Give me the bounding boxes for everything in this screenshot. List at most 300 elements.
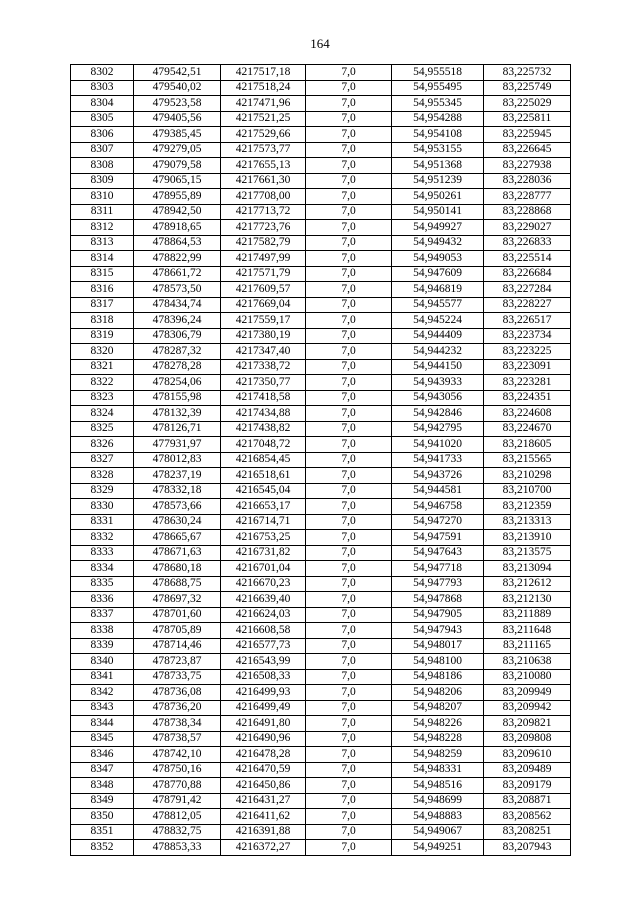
latitude-cell: 54,944232 bbox=[392, 344, 484, 360]
longitude-cell: 83,227938 bbox=[484, 158, 571, 174]
table-row bbox=[71, 638, 571, 654]
table-row bbox=[71, 313, 571, 329]
point-number-cell: 8350 bbox=[71, 809, 134, 825]
tolerance-cell: 7,0 bbox=[306, 282, 392, 298]
tolerance-cell: 7,0 bbox=[306, 452, 392, 468]
table-row bbox=[71, 437, 571, 453]
longitude-cell: 83,211648 bbox=[484, 623, 571, 639]
tolerance-cell: 7,0 bbox=[306, 824, 392, 840]
y-coordinate-cell: 4216731,82 bbox=[221, 545, 306, 561]
longitude-cell: 83,208871 bbox=[484, 793, 571, 809]
latitude-cell: 54,944150 bbox=[392, 359, 484, 375]
x-coordinate-cell: 478126,71 bbox=[134, 421, 221, 437]
table-row bbox=[71, 809, 571, 825]
x-coordinate-cell: 478237,19 bbox=[134, 468, 221, 484]
point-number-cell: 8344 bbox=[71, 716, 134, 732]
latitude-cell: 54,943056 bbox=[392, 390, 484, 406]
x-coordinate-cell: 478812,05 bbox=[134, 809, 221, 825]
latitude-cell: 54,941020 bbox=[392, 437, 484, 453]
longitude-cell: 83,210638 bbox=[484, 654, 571, 670]
latitude-cell: 54,948331 bbox=[392, 762, 484, 778]
point-number-cell: 8330 bbox=[71, 499, 134, 515]
table-row bbox=[71, 499, 571, 515]
longitude-cell: 83,210298 bbox=[484, 468, 571, 484]
x-coordinate-cell: 478733,75 bbox=[134, 669, 221, 685]
point-number-cell: 8331 bbox=[71, 514, 134, 530]
point-number-cell: 8332 bbox=[71, 530, 134, 546]
table-row bbox=[71, 824, 571, 840]
x-coordinate-cell: 478770,88 bbox=[134, 778, 221, 794]
tolerance-cell: 7,0 bbox=[306, 204, 392, 220]
longitude-cell: 83,211889 bbox=[484, 607, 571, 623]
y-coordinate-cell: 4217518,24 bbox=[221, 80, 306, 96]
point-number-cell: 8329 bbox=[71, 483, 134, 499]
y-coordinate-cell: 4216624,03 bbox=[221, 607, 306, 623]
latitude-cell: 54,942795 bbox=[392, 421, 484, 437]
latitude-cell: 54,949067 bbox=[392, 824, 484, 840]
table-row bbox=[71, 251, 571, 267]
point-number-cell: 8306 bbox=[71, 127, 134, 143]
coordinates-table-body bbox=[71, 65, 571, 856]
longitude-cell: 83,224351 bbox=[484, 390, 571, 406]
latitude-cell: 54,947793 bbox=[392, 576, 484, 592]
tolerance-cell: 7,0 bbox=[306, 514, 392, 530]
tolerance-cell: 7,0 bbox=[306, 142, 392, 158]
y-coordinate-cell: 4217517,18 bbox=[221, 65, 306, 81]
y-coordinate-cell: 4216478,28 bbox=[221, 747, 306, 763]
point-number-cell: 8338 bbox=[71, 623, 134, 639]
latitude-cell: 54,943933 bbox=[392, 375, 484, 391]
latitude-cell: 54,947643 bbox=[392, 545, 484, 561]
longitude-cell: 83,225749 bbox=[484, 80, 571, 96]
x-coordinate-cell: 478254,06 bbox=[134, 375, 221, 391]
x-coordinate-cell: 478012,83 bbox=[134, 452, 221, 468]
latitude-cell: 54,953155 bbox=[392, 142, 484, 158]
point-number-cell: 8324 bbox=[71, 406, 134, 422]
latitude-cell: 54,945577 bbox=[392, 297, 484, 313]
y-coordinate-cell: 4216753,25 bbox=[221, 530, 306, 546]
latitude-cell: 54,948883 bbox=[392, 809, 484, 825]
tolerance-cell: 7,0 bbox=[306, 592, 392, 608]
longitude-cell: 83,213313 bbox=[484, 514, 571, 530]
latitude-cell: 54,955495 bbox=[392, 80, 484, 96]
y-coordinate-cell: 4217434,88 bbox=[221, 406, 306, 422]
longitude-cell: 83,225811 bbox=[484, 111, 571, 127]
point-number-cell: 8347 bbox=[71, 762, 134, 778]
point-number-cell: 8333 bbox=[71, 545, 134, 561]
longitude-cell: 83,224608 bbox=[484, 406, 571, 422]
table-row bbox=[71, 421, 571, 437]
x-coordinate-cell: 478306,79 bbox=[134, 328, 221, 344]
longitude-cell: 83,208251 bbox=[484, 824, 571, 840]
tolerance-cell: 7,0 bbox=[306, 623, 392, 639]
longitude-cell: 83,228777 bbox=[484, 189, 571, 205]
longitude-cell: 83,224670 bbox=[484, 421, 571, 437]
tolerance-cell: 7,0 bbox=[306, 111, 392, 127]
x-coordinate-cell: 478332,18 bbox=[134, 483, 221, 499]
point-number-cell: 8302 bbox=[71, 65, 134, 81]
table-row bbox=[71, 561, 571, 577]
point-number-cell: 8304 bbox=[71, 96, 134, 112]
longitude-cell: 83,212130 bbox=[484, 592, 571, 608]
latitude-cell: 54,955345 bbox=[392, 96, 484, 112]
table-row bbox=[71, 669, 571, 685]
tolerance-cell: 7,0 bbox=[306, 607, 392, 623]
tolerance-cell: 7,0 bbox=[306, 576, 392, 592]
latitude-cell: 54,948017 bbox=[392, 638, 484, 654]
tolerance-cell: 7,0 bbox=[306, 793, 392, 809]
longitude-cell: 83,210700 bbox=[484, 483, 571, 499]
y-coordinate-cell: 4216653,17 bbox=[221, 499, 306, 515]
table-row bbox=[71, 111, 571, 127]
longitude-cell: 83,223281 bbox=[484, 375, 571, 391]
tolerance-cell: 7,0 bbox=[306, 700, 392, 716]
y-coordinate-cell: 4216411,62 bbox=[221, 809, 306, 825]
longitude-cell: 83,213575 bbox=[484, 545, 571, 561]
latitude-cell: 54,949053 bbox=[392, 251, 484, 267]
x-coordinate-cell: 477931,97 bbox=[134, 437, 221, 453]
table-row bbox=[71, 545, 571, 561]
longitude-cell: 83,229027 bbox=[484, 220, 571, 236]
latitude-cell: 54,948100 bbox=[392, 654, 484, 670]
point-number-cell: 8351 bbox=[71, 824, 134, 840]
y-coordinate-cell: 4216639,40 bbox=[221, 592, 306, 608]
tolerance-cell: 7,0 bbox=[306, 762, 392, 778]
x-coordinate-cell: 478278,28 bbox=[134, 359, 221, 375]
table-row bbox=[71, 592, 571, 608]
longitude-cell: 83,209489 bbox=[484, 762, 571, 778]
point-number-cell: 8334 bbox=[71, 561, 134, 577]
tolerance-cell: 7,0 bbox=[306, 747, 392, 763]
point-number-cell: 8309 bbox=[71, 173, 134, 189]
x-coordinate-cell: 478942,50 bbox=[134, 204, 221, 220]
latitude-cell: 54,949927 bbox=[392, 220, 484, 236]
point-number-cell: 8311 bbox=[71, 204, 134, 220]
latitude-cell: 54,947868 bbox=[392, 592, 484, 608]
y-coordinate-cell: 4216499,93 bbox=[221, 685, 306, 701]
longitude-cell: 83,225514 bbox=[484, 251, 571, 267]
tolerance-cell: 7,0 bbox=[306, 654, 392, 670]
longitude-cell: 83,226684 bbox=[484, 266, 571, 282]
point-number-cell: 8335 bbox=[71, 576, 134, 592]
tolerance-cell: 7,0 bbox=[306, 437, 392, 453]
y-coordinate-cell: 4217350,77 bbox=[221, 375, 306, 391]
tolerance-cell: 7,0 bbox=[306, 809, 392, 825]
point-number-cell: 8314 bbox=[71, 251, 134, 267]
point-number-cell: 8339 bbox=[71, 638, 134, 654]
y-coordinate-cell: 4217347,40 bbox=[221, 344, 306, 360]
latitude-cell: 54,949251 bbox=[392, 840, 484, 856]
latitude-cell: 54,947718 bbox=[392, 561, 484, 577]
tolerance-cell: 7,0 bbox=[306, 530, 392, 546]
y-coordinate-cell: 4216490,96 bbox=[221, 731, 306, 747]
latitude-cell: 54,948228 bbox=[392, 731, 484, 747]
y-coordinate-cell: 4216670,23 bbox=[221, 576, 306, 592]
table-row bbox=[71, 328, 571, 344]
longitude-cell: 83,209179 bbox=[484, 778, 571, 794]
y-coordinate-cell: 4217582,79 bbox=[221, 235, 306, 251]
tolerance-cell: 7,0 bbox=[306, 65, 392, 81]
point-number-cell: 8303 bbox=[71, 80, 134, 96]
latitude-cell: 54,948186 bbox=[392, 669, 484, 685]
table-row bbox=[71, 220, 571, 236]
table-row bbox=[71, 778, 571, 794]
x-coordinate-cell: 478738,57 bbox=[134, 731, 221, 747]
table-row bbox=[71, 204, 571, 220]
y-coordinate-cell: 4217655,13 bbox=[221, 158, 306, 174]
y-coordinate-cell: 4216545,04 bbox=[221, 483, 306, 499]
y-coordinate-cell: 4217380,19 bbox=[221, 328, 306, 344]
point-number-cell: 8312 bbox=[71, 220, 134, 236]
longitude-cell: 83,225945 bbox=[484, 127, 571, 143]
tolerance-cell: 7,0 bbox=[306, 359, 392, 375]
x-coordinate-cell: 479385,45 bbox=[134, 127, 221, 143]
latitude-cell: 54,948206 bbox=[392, 685, 484, 701]
tolerance-cell: 7,0 bbox=[306, 173, 392, 189]
table-row bbox=[71, 65, 571, 81]
x-coordinate-cell: 479523,58 bbox=[134, 96, 221, 112]
y-coordinate-cell: 4216518,61 bbox=[221, 468, 306, 484]
tolerance-cell: 7,0 bbox=[306, 235, 392, 251]
table-row bbox=[71, 142, 571, 158]
table-row bbox=[71, 483, 571, 499]
point-number-cell: 8315 bbox=[71, 266, 134, 282]
longitude-cell: 83,223734 bbox=[484, 328, 571, 344]
latitude-cell: 54,951368 bbox=[392, 158, 484, 174]
table-row bbox=[71, 623, 571, 639]
x-coordinate-cell: 478750,16 bbox=[134, 762, 221, 778]
y-coordinate-cell: 4216470,59 bbox=[221, 762, 306, 778]
y-coordinate-cell: 4217609,57 bbox=[221, 282, 306, 298]
table-row bbox=[71, 685, 571, 701]
point-number-cell: 8340 bbox=[71, 654, 134, 670]
point-number-cell: 8323 bbox=[71, 390, 134, 406]
latitude-cell: 54,948207 bbox=[392, 700, 484, 716]
y-coordinate-cell: 4217497,99 bbox=[221, 251, 306, 267]
x-coordinate-cell: 478742,10 bbox=[134, 747, 221, 763]
latitude-cell: 54,954288 bbox=[392, 111, 484, 127]
latitude-cell: 54,949432 bbox=[392, 235, 484, 251]
tolerance-cell: 7,0 bbox=[306, 266, 392, 282]
x-coordinate-cell: 478661,72 bbox=[134, 266, 221, 282]
longitude-cell: 83,228868 bbox=[484, 204, 571, 220]
x-coordinate-cell: 478665,67 bbox=[134, 530, 221, 546]
tolerance-cell: 7,0 bbox=[306, 421, 392, 437]
point-number-cell: 8305 bbox=[71, 111, 134, 127]
x-coordinate-cell: 479079,58 bbox=[134, 158, 221, 174]
y-coordinate-cell: 4217471,96 bbox=[221, 96, 306, 112]
point-number-cell: 8337 bbox=[71, 607, 134, 623]
x-coordinate-cell: 478736,20 bbox=[134, 700, 221, 716]
table-row bbox=[71, 654, 571, 670]
point-number-cell: 8320 bbox=[71, 344, 134, 360]
x-coordinate-cell: 478434,74 bbox=[134, 297, 221, 313]
y-coordinate-cell: 4217723,76 bbox=[221, 220, 306, 236]
point-number-cell: 8326 bbox=[71, 437, 134, 453]
latitude-cell: 54,947609 bbox=[392, 266, 484, 282]
point-number-cell: 8341 bbox=[71, 669, 134, 685]
point-number-cell: 8322 bbox=[71, 375, 134, 391]
table-row bbox=[71, 530, 571, 546]
y-coordinate-cell: 4217708,00 bbox=[221, 189, 306, 205]
latitude-cell: 54,945224 bbox=[392, 313, 484, 329]
tolerance-cell: 7,0 bbox=[306, 716, 392, 732]
y-coordinate-cell: 4217418,58 bbox=[221, 390, 306, 406]
y-coordinate-cell: 4216499,49 bbox=[221, 700, 306, 716]
x-coordinate-cell: 478680,18 bbox=[134, 561, 221, 577]
x-coordinate-cell: 478701,60 bbox=[134, 607, 221, 623]
x-coordinate-cell: 478573,66 bbox=[134, 499, 221, 515]
point-number-cell: 8349 bbox=[71, 793, 134, 809]
x-coordinate-cell: 478714,46 bbox=[134, 638, 221, 654]
latitude-cell: 54,942846 bbox=[392, 406, 484, 422]
tolerance-cell: 7,0 bbox=[306, 390, 392, 406]
x-coordinate-cell: 478736,08 bbox=[134, 685, 221, 701]
x-coordinate-cell: 478155,98 bbox=[134, 390, 221, 406]
longitude-cell: 83,223091 bbox=[484, 359, 571, 375]
longitude-cell: 83,208562 bbox=[484, 809, 571, 825]
y-coordinate-cell: 4217338,72 bbox=[221, 359, 306, 375]
table-row bbox=[71, 359, 571, 375]
table-row bbox=[71, 80, 571, 96]
y-coordinate-cell: 4216608,58 bbox=[221, 623, 306, 639]
longitude-cell: 83,227284 bbox=[484, 282, 571, 298]
y-coordinate-cell: 4216854,45 bbox=[221, 452, 306, 468]
tolerance-cell: 7,0 bbox=[306, 96, 392, 112]
point-number-cell: 8348 bbox=[71, 778, 134, 794]
point-number-cell: 8325 bbox=[71, 421, 134, 437]
longitude-cell: 83,209610 bbox=[484, 747, 571, 763]
tolerance-cell: 7,0 bbox=[306, 483, 392, 499]
x-coordinate-cell: 479065,15 bbox=[134, 173, 221, 189]
tolerance-cell: 7,0 bbox=[306, 313, 392, 329]
x-coordinate-cell: 478918,65 bbox=[134, 220, 221, 236]
point-number-cell: 8307 bbox=[71, 142, 134, 158]
x-coordinate-cell: 478705,89 bbox=[134, 623, 221, 639]
latitude-cell: 54,941733 bbox=[392, 452, 484, 468]
longitude-cell: 83,213094 bbox=[484, 561, 571, 577]
table-row bbox=[71, 390, 571, 406]
tolerance-cell: 7,0 bbox=[306, 127, 392, 143]
table-row bbox=[71, 731, 571, 747]
x-coordinate-cell: 478853,33 bbox=[134, 840, 221, 856]
table-row bbox=[71, 514, 571, 530]
latitude-cell: 54,948699 bbox=[392, 793, 484, 809]
table-row bbox=[71, 607, 571, 623]
table-row bbox=[71, 375, 571, 391]
longitude-cell: 83,209821 bbox=[484, 716, 571, 732]
tolerance-cell: 7,0 bbox=[306, 220, 392, 236]
table-row bbox=[71, 127, 571, 143]
x-coordinate-cell: 478688,75 bbox=[134, 576, 221, 592]
y-coordinate-cell: 4216491,80 bbox=[221, 716, 306, 732]
longitude-cell: 83,225732 bbox=[484, 65, 571, 81]
y-coordinate-cell: 4216431,27 bbox=[221, 793, 306, 809]
x-coordinate-cell: 478864,53 bbox=[134, 235, 221, 251]
point-number-cell: 8327 bbox=[71, 452, 134, 468]
longitude-cell: 83,212612 bbox=[484, 576, 571, 592]
tolerance-cell: 7,0 bbox=[306, 638, 392, 654]
table-row bbox=[71, 282, 571, 298]
y-coordinate-cell: 4217048,72 bbox=[221, 437, 306, 453]
table-row bbox=[71, 700, 571, 716]
point-number-cell: 8310 bbox=[71, 189, 134, 205]
tolerance-cell: 7,0 bbox=[306, 189, 392, 205]
longitude-cell: 83,223225 bbox=[484, 344, 571, 360]
longitude-cell: 83,209942 bbox=[484, 700, 571, 716]
page-number: 164 bbox=[310, 36, 330, 51]
x-coordinate-cell: 478738,34 bbox=[134, 716, 221, 732]
table-row bbox=[71, 576, 571, 592]
x-coordinate-cell: 478132,39 bbox=[134, 406, 221, 422]
tolerance-cell: 7,0 bbox=[306, 669, 392, 685]
latitude-cell: 54,948226 bbox=[392, 716, 484, 732]
point-number-cell: 8345 bbox=[71, 731, 134, 747]
y-coordinate-cell: 4217529,66 bbox=[221, 127, 306, 143]
x-coordinate-cell: 479279,05 bbox=[134, 142, 221, 158]
y-coordinate-cell: 4216701,04 bbox=[221, 561, 306, 577]
point-number-cell: 8328 bbox=[71, 468, 134, 484]
y-coordinate-cell: 4216450,86 bbox=[221, 778, 306, 794]
point-number-cell: 8352 bbox=[71, 840, 134, 856]
longitude-cell: 83,215565 bbox=[484, 452, 571, 468]
latitude-cell: 54,947943 bbox=[392, 623, 484, 639]
table-row bbox=[71, 793, 571, 809]
latitude-cell: 54,955518 bbox=[392, 65, 484, 81]
x-coordinate-cell: 478822,99 bbox=[134, 251, 221, 267]
longitude-cell: 83,226833 bbox=[484, 235, 571, 251]
point-number-cell: 8313 bbox=[71, 235, 134, 251]
tolerance-cell: 7,0 bbox=[306, 80, 392, 96]
tolerance-cell: 7,0 bbox=[306, 499, 392, 515]
x-coordinate-cell: 479542,51 bbox=[134, 65, 221, 81]
table-row bbox=[71, 96, 571, 112]
x-coordinate-cell: 479540,02 bbox=[134, 80, 221, 96]
longitude-cell: 83,228036 bbox=[484, 173, 571, 189]
tolerance-cell: 7,0 bbox=[306, 545, 392, 561]
latitude-cell: 54,954108 bbox=[392, 127, 484, 143]
latitude-cell: 54,950141 bbox=[392, 204, 484, 220]
tolerance-cell: 7,0 bbox=[306, 251, 392, 267]
y-coordinate-cell: 4216372,27 bbox=[221, 840, 306, 856]
x-coordinate-cell: 478630,24 bbox=[134, 514, 221, 530]
latitude-cell: 54,946819 bbox=[392, 282, 484, 298]
table-row bbox=[71, 297, 571, 313]
latitude-cell: 54,947591 bbox=[392, 530, 484, 546]
table-row bbox=[71, 173, 571, 189]
tolerance-cell: 7,0 bbox=[306, 778, 392, 794]
longitude-cell: 83,212359 bbox=[484, 499, 571, 515]
longitude-cell: 83,210080 bbox=[484, 669, 571, 685]
y-coordinate-cell: 4216714,71 bbox=[221, 514, 306, 530]
point-number-cell: 8342 bbox=[71, 685, 134, 701]
x-coordinate-cell: 478832,75 bbox=[134, 824, 221, 840]
latitude-cell: 54,947270 bbox=[392, 514, 484, 530]
y-coordinate-cell: 4217571,79 bbox=[221, 266, 306, 282]
point-number-cell: 8316 bbox=[71, 282, 134, 298]
table-row bbox=[71, 840, 571, 856]
y-coordinate-cell: 4216508,33 bbox=[221, 669, 306, 685]
longitude-cell: 83,228227 bbox=[484, 297, 571, 313]
latitude-cell: 54,948259 bbox=[392, 747, 484, 763]
point-number-cell: 8317 bbox=[71, 297, 134, 313]
tolerance-cell: 7,0 bbox=[306, 328, 392, 344]
x-coordinate-cell: 478396,24 bbox=[134, 313, 221, 329]
x-coordinate-cell: 478697,32 bbox=[134, 592, 221, 608]
table-row bbox=[71, 468, 571, 484]
table-row bbox=[71, 344, 571, 360]
tolerance-cell: 7,0 bbox=[306, 731, 392, 747]
